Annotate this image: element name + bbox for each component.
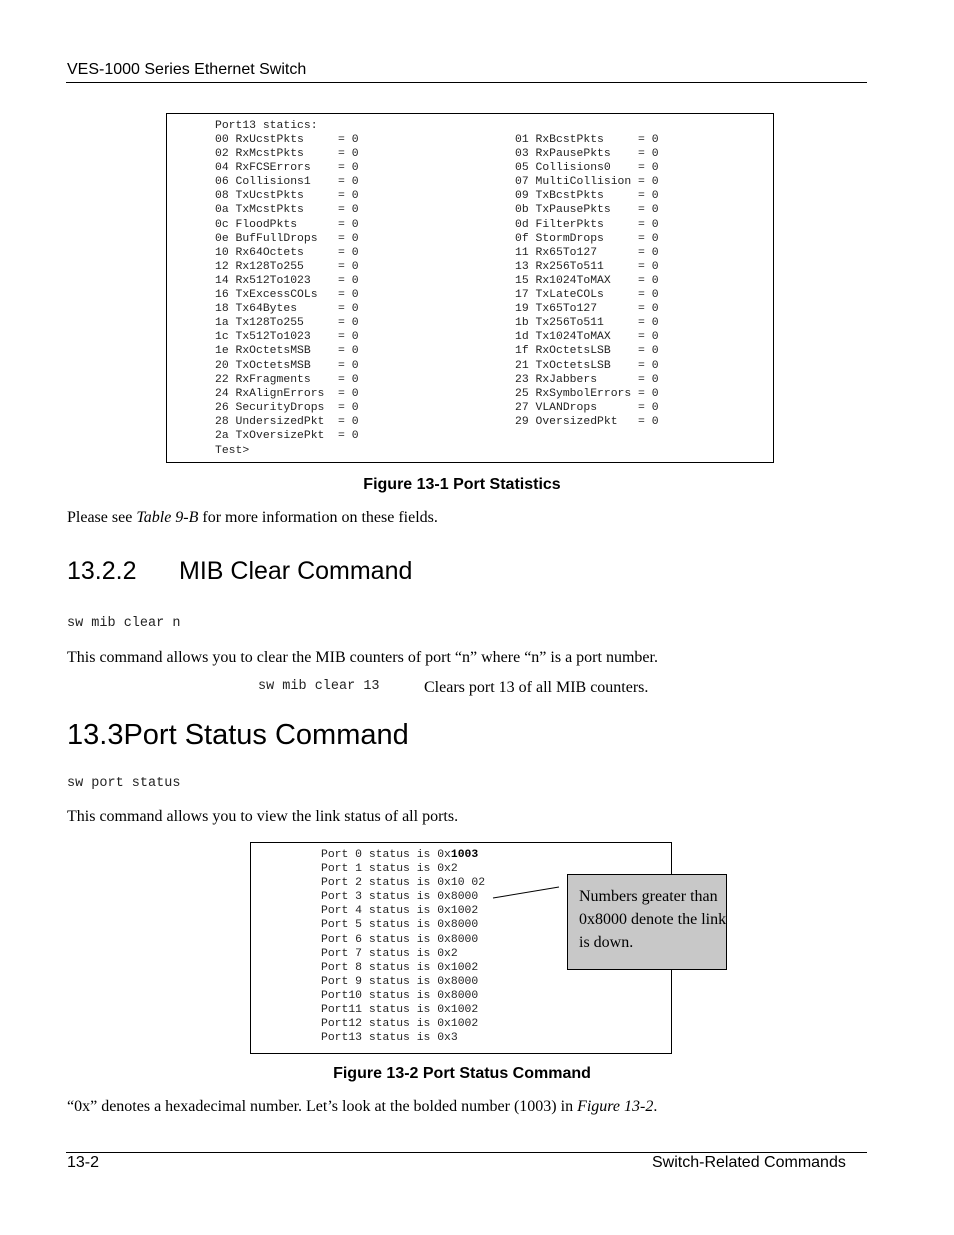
mib-clear-syntax: sw mib clear n bbox=[67, 616, 181, 631]
statistic-row: 29 OversizedPkt = 0 bbox=[515, 415, 659, 428]
chapter-title: Switch-Related Commands bbox=[652, 1154, 846, 1171]
statistic-row: 01 RxBcstPkts = 0 bbox=[515, 134, 659, 146]
statistic-row: 02 RxMcstPkts = 0 bbox=[215, 148, 359, 161]
port-status-value: 1002 bbox=[450, 961, 479, 974]
figure-13-2-caption: Figure 13-2 Port Status Command bbox=[333, 1065, 591, 1082]
mib-clear-description: This command allows you to clear the MIB counters of port “n” where “n” is a port number. bbox=[67, 649, 658, 666]
port-status-value: 1002 bbox=[450, 1004, 479, 1017]
port-status-prefix: Port 0 status is 0x bbox=[321, 849, 451, 861]
section-number: 13.2.2 bbox=[67, 557, 137, 585]
section-heading-mib-clear bbox=[67, 557, 412, 586]
statistic-row: 1e RxOctetsMSB = 0 bbox=[215, 345, 359, 358]
statistic-row: 07 MultiCollision = 0 bbox=[515, 176, 659, 189]
statistic-row: 16 TxExcessCOLs = 0 bbox=[215, 289, 359, 302]
statistic-row: 0f StormDrops = 0 bbox=[515, 232, 659, 245]
section-title: Port Status Command bbox=[123, 719, 409, 751]
port-status-value: 8000 bbox=[450, 989, 479, 1002]
statistic-row: 0e BufFullDrops = 0 bbox=[215, 232, 359, 245]
port-status-prefix: Port 5 status is 0x bbox=[321, 919, 451, 932]
footer-rule bbox=[66, 1152, 867, 1153]
statistic-row: 1f RxOctetsLSB = 0 bbox=[515, 345, 659, 358]
section-number: 13.3 bbox=[67, 719, 124, 751]
port-status-value: 8000 bbox=[450, 919, 479, 932]
statistic-row: 12 Rx128To255 = 0 bbox=[215, 260, 359, 273]
statistic-row: 19 Tx65To127 = 0 bbox=[515, 303, 659, 316]
statistic-row: 2a TxOversizePkt = 0 bbox=[215, 429, 359, 442]
port-status-description: This command allows you to view the link status of all ports. bbox=[67, 808, 459, 825]
port-status-value: 1003 bbox=[450, 849, 479, 861]
port-status-line bbox=[321, 918, 485, 932]
port-status-line bbox=[321, 1031, 485, 1045]
port-status-value: 8000 bbox=[450, 933, 479, 946]
port-status-line bbox=[321, 947, 485, 961]
statistic-row: 17 TxLateCOLs = 0 bbox=[515, 289, 659, 302]
statistic-row: 22 RxFragments = 0 bbox=[215, 373, 359, 386]
port-status-line bbox=[321, 848, 485, 862]
statistic-row: 24 RxAlignErrors = 0 bbox=[215, 387, 359, 400]
port-status-value: 8000 bbox=[450, 891, 479, 904]
port-status-line bbox=[321, 904, 485, 918]
statistic-row: 08 TxUcstPkts = 0 bbox=[215, 190, 359, 203]
port-status-prefix: Port 1 status is 0x bbox=[321, 863, 451, 876]
section-heading-port-status bbox=[67, 719, 409, 752]
port-status-value: 3 bbox=[450, 1032, 458, 1045]
statistics-prompt: Test> bbox=[215, 445, 250, 457]
port-status-line bbox=[321, 876, 485, 890]
hex-note-before: “0x” denotes a hexadecimal number. Let’s look at the bolded number (1003) in bbox=[67, 1098, 578, 1115]
see-table-before: Please see bbox=[67, 509, 137, 526]
statistic-row: 0d FilterPkts = 0 bbox=[515, 218, 659, 231]
port-status-prefix: Port11 status is 0x bbox=[321, 1004, 451, 1017]
mib-clear-example-command: sw mib clear 13 bbox=[258, 679, 380, 694]
statistic-row: 06 Collisions1 = 0 bbox=[215, 176, 359, 189]
port-status-value: 1002 bbox=[450, 905, 479, 918]
statistic-row: 0b TxPausePkts = 0 bbox=[515, 204, 659, 217]
section-title: MIB Clear Command bbox=[179, 557, 413, 585]
port-status-value: 8000 bbox=[450, 975, 479, 988]
port-status-value: 2 bbox=[450, 947, 458, 960]
statistic-row: 04 RxFCSErrors = 0 bbox=[215, 162, 359, 175]
mib-clear-example-description: Clears port 13 of all MIB counters. bbox=[424, 679, 649, 696]
port-status-line bbox=[321, 975, 485, 989]
statistics-left-column bbox=[215, 133, 359, 443]
statistic-row: 00 RxUcstPkts = 0 bbox=[215, 134, 359, 146]
port-status-line bbox=[321, 1003, 485, 1017]
port-status-prefix: Port 4 status is 0x bbox=[321, 905, 451, 918]
statistic-row: 26 SecurityDrops = 0 bbox=[215, 401, 359, 414]
port-status-prefix: Port10 status is 0x bbox=[321, 989, 451, 1002]
figure-reference: Figure 13-2 bbox=[577, 1098, 654, 1115]
port-status-line bbox=[321, 890, 485, 904]
statistic-row: 1a Tx128To255 = 0 bbox=[215, 317, 359, 330]
statistics-title-line: Port13 statics: bbox=[215, 120, 318, 132]
statistic-row: 21 TxOctetsLSB = 0 bbox=[515, 359, 659, 372]
port-status-value: 10 02 bbox=[450, 877, 486, 890]
port-status-prefix: Port 8 status is 0x bbox=[321, 961, 451, 974]
statistic-row: 10 Rx64Octets = 0 bbox=[215, 246, 359, 259]
statistic-row: 1c Tx512To1023 = 0 bbox=[215, 331, 359, 344]
statistic-row: 1d Tx1024ToMAX = 0 bbox=[515, 331, 659, 344]
statistic-row: 05 Collisions0 = 0 bbox=[515, 162, 659, 175]
port-status-prefix: Port13 status is 0x bbox=[321, 1032, 451, 1045]
statistic-row: 28 UndersizedPkt = 0 bbox=[215, 415, 359, 428]
port-status-prefix: Port 2 status is 0x bbox=[321, 877, 451, 890]
port-status-lines bbox=[321, 848, 485, 1045]
statistic-row: 25 RxSymbolErrors = 0 bbox=[515, 387, 659, 400]
port-status-line bbox=[321, 933, 485, 947]
statistic-row: 14 Rx512To1023 = 0 bbox=[215, 274, 359, 287]
port-status-line bbox=[321, 1017, 485, 1031]
figure-13-1-caption: Figure 13-1 Port Statistics bbox=[363, 476, 561, 493]
port-status-line bbox=[321, 989, 485, 1003]
port-status-syntax: sw port status bbox=[67, 776, 181, 791]
statistic-row: 13 Rx256To511 = 0 bbox=[515, 260, 659, 273]
statistic-row: 18 Tx64Bytes = 0 bbox=[215, 303, 359, 316]
statistic-row: 27 VLANDrops = 0 bbox=[515, 401, 659, 414]
statistic-row: 09 TxBcstPkts = 0 bbox=[515, 190, 659, 203]
running-header: VES-1000 Series Ethernet Switch bbox=[67, 61, 307, 78]
port-status-prefix: Port 3 status is 0x bbox=[321, 891, 451, 904]
port-status-prefix: Port12 status is 0x bbox=[321, 1018, 451, 1031]
page-number: 13-2 bbox=[67, 1154, 100, 1171]
statistic-row: 03 RxPausePkts = 0 bbox=[515, 148, 659, 161]
hex-note-paragraph bbox=[67, 1098, 657, 1116]
see-table-after: for more information on these fields. bbox=[198, 509, 438, 526]
see-table-paragraph bbox=[67, 509, 438, 527]
header-rule bbox=[66, 82, 867, 83]
statistic-row: 0a TxMcstPkts = 0 bbox=[215, 204, 359, 217]
port-status-line bbox=[321, 862, 485, 876]
statistic-row: 20 TxOctetsMSB = 0 bbox=[215, 359, 359, 372]
callout-text: Numbers greater than 0x8000 denote the link is down. bbox=[579, 888, 727, 951]
statistic-row: 11 Rx65To127 = 0 bbox=[515, 246, 659, 259]
statistic-row: 15 Rx1024ToMAX = 0 bbox=[515, 274, 659, 287]
port-status-prefix: Port 9 status is 0x bbox=[321, 975, 451, 988]
port-status-value: 1002 bbox=[450, 1018, 479, 1031]
statistic-row: 0c FloodPkts = 0 bbox=[215, 218, 359, 231]
statistics-right-column bbox=[515, 133, 659, 429]
port-status-value: 2 bbox=[450, 863, 458, 876]
statistic-row: 1b Tx256To511 = 0 bbox=[515, 317, 659, 330]
port-status-line bbox=[321, 961, 485, 975]
table-reference: Table 9-B bbox=[136, 509, 199, 526]
hex-note-after: . bbox=[653, 1098, 658, 1115]
port-status-prefix: Port 6 status is 0x bbox=[321, 933, 451, 946]
port-status-prefix: Port 7 status is 0x bbox=[321, 947, 451, 960]
statistic-row: 23 RxJabbers = 0 bbox=[515, 373, 659, 386]
